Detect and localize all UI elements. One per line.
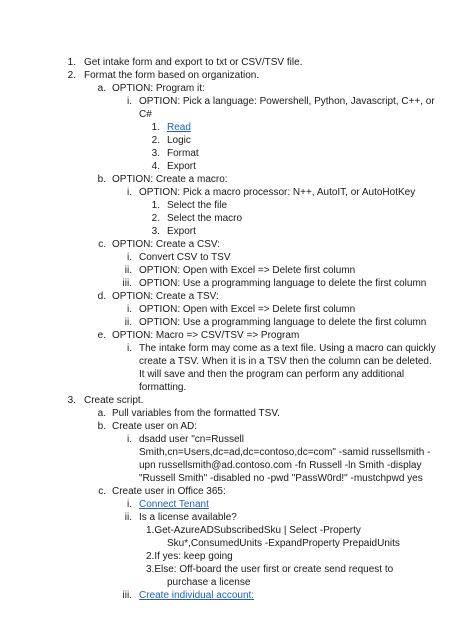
- list-item: Create user in Office 365:: [112, 486, 226, 497]
- list-item-continuation: create a TSV. When it is in a TSV then the column can be deleted.: [139, 356, 432, 367]
- list-item: Create user on AD:: [112, 421, 198, 432]
- list-item: Is a license available?: [139, 512, 237, 523]
- list-marker: i.: [127, 304, 132, 315]
- list-marker: iii.: [122, 278, 132, 289]
- list-item: OPTION: Pick a macro processor: N++, AutoIT, or AutoHotKey: [139, 187, 416, 198]
- list-marker: 1.: [67, 57, 76, 68]
- list-item: OPTION: Use a programming language to delete the first column: [139, 278, 427, 289]
- list-item-continuation: upn russellsmith@ad.contoso.com -fn Russell -ln Smith -display: [139, 460, 422, 471]
- list-item: The intake form may come as a text file. Using a macro can quickly: [139, 343, 436, 354]
- list-item: Pull variables from the formatted TSV.: [112, 408, 280, 419]
- list-item: OPTION: Create a CSV:: [112, 239, 220, 250]
- list-item-continuation: "Russell Smith" -disabled no -pwd "PassW0rd!" -mustchpwd yes: [139, 473, 423, 484]
- list-item: OPTION: Macro => CSV/TSV => Program: [112, 330, 300, 341]
- list-item: Logic: [167, 135, 191, 146]
- list-item: OPTION: Open with Excel => Delete first column: [139, 265, 356, 276]
- list-item: Get intake form and export to txt or CSV/TSV file.: [84, 57, 303, 68]
- list-item-continuation: formatting.: [139, 382, 187, 393]
- list-marker: d.: [97, 291, 106, 302]
- list-marker: ii.: [124, 317, 132, 328]
- list-marker: 2.: [67, 70, 76, 81]
- list-marker: i.: [127, 434, 132, 445]
- list-marker: a.: [97, 408, 106, 419]
- list-item-continuation: It will save and then the program can perform any additional: [139, 369, 405, 380]
- list-marker: i.: [127, 252, 132, 263]
- list-item: 2.If yes: keep going: [146, 551, 233, 562]
- create-individual-account-link[interactable]: Create individual account:: [139, 590, 255, 601]
- list-item: Export: [167, 161, 196, 172]
- list-marker: i.: [127, 96, 132, 107]
- list-marker: b.: [97, 421, 106, 432]
- list-item-continuation: Smith,cn=Users,dc=ad,dc=contoso,dc=com" -samid russellsmith -: [139, 447, 431, 458]
- list-item: Convert CSV to TSV: [139, 252, 231, 263]
- list-item: OPTION: Create a macro:: [112, 174, 228, 185]
- list-marker: 1.: [151, 200, 160, 211]
- list-item-continuation: C#: [139, 109, 152, 120]
- list-marker: 1.: [151, 122, 160, 133]
- list-item: 3.Else: Off-board the user first or create send request to: [146, 564, 394, 575]
- list-item: Format: [167, 148, 199, 159]
- list-item: OPTION: Create a TSV:: [112, 291, 219, 302]
- list-marker: i.: [127, 499, 132, 510]
- list-item-continuation: Sku*,ConsumedUnits -ExpandProperty PrepaidUnits: [167, 538, 400, 549]
- list-marker: e.: [97, 330, 106, 341]
- list-marker: 3.: [67, 395, 76, 406]
- list-marker: 2.: [151, 135, 160, 146]
- list-marker: ii.: [124, 512, 132, 523]
- list-marker: 4.: [151, 161, 160, 172]
- list-marker: i.: [127, 187, 132, 198]
- list-item: OPTION: Open with Excel => Delete first column: [139, 304, 356, 315]
- list-marker: a.: [97, 83, 106, 94]
- list-marker: 3.: [151, 148, 160, 159]
- list-marker: i.: [127, 343, 132, 354]
- list-item: dsadd user "cn=Russell: [139, 434, 244, 445]
- read-link[interactable]: Read: [167, 122, 191, 133]
- list-item: OPTION: Program it:: [112, 83, 205, 94]
- list-marker: c.: [98, 239, 106, 250]
- list-item: Create script.: [84, 395, 144, 406]
- list-marker: c.: [98, 486, 106, 497]
- list-marker: ii.: [124, 265, 132, 276]
- list-item: 1.Get-AzureADSubscribedSku | Select -Property: [146, 525, 361, 536]
- connect-tenant-link[interactable]: Connect Tenant: [139, 499, 209, 510]
- list-item: Export: [167, 226, 196, 237]
- list-marker: iii.: [122, 590, 132, 601]
- list-marker: 3.: [151, 226, 160, 237]
- list-marker: 2.: [151, 213, 160, 224]
- list-item: Select the file: [167, 200, 228, 211]
- list-marker: b.: [97, 174, 106, 185]
- list-item-continuation: purchase a license: [167, 577, 251, 588]
- list-item: Format the form based on organization.: [84, 70, 260, 81]
- list-item: OPTION: Pick a language: Powershell, Python, Javascript, C++, or: [139, 96, 435, 107]
- list-item: OPTION: Use a programming language to delete the first column: [139, 317, 427, 328]
- list-item: Select the macro: [167, 213, 243, 224]
